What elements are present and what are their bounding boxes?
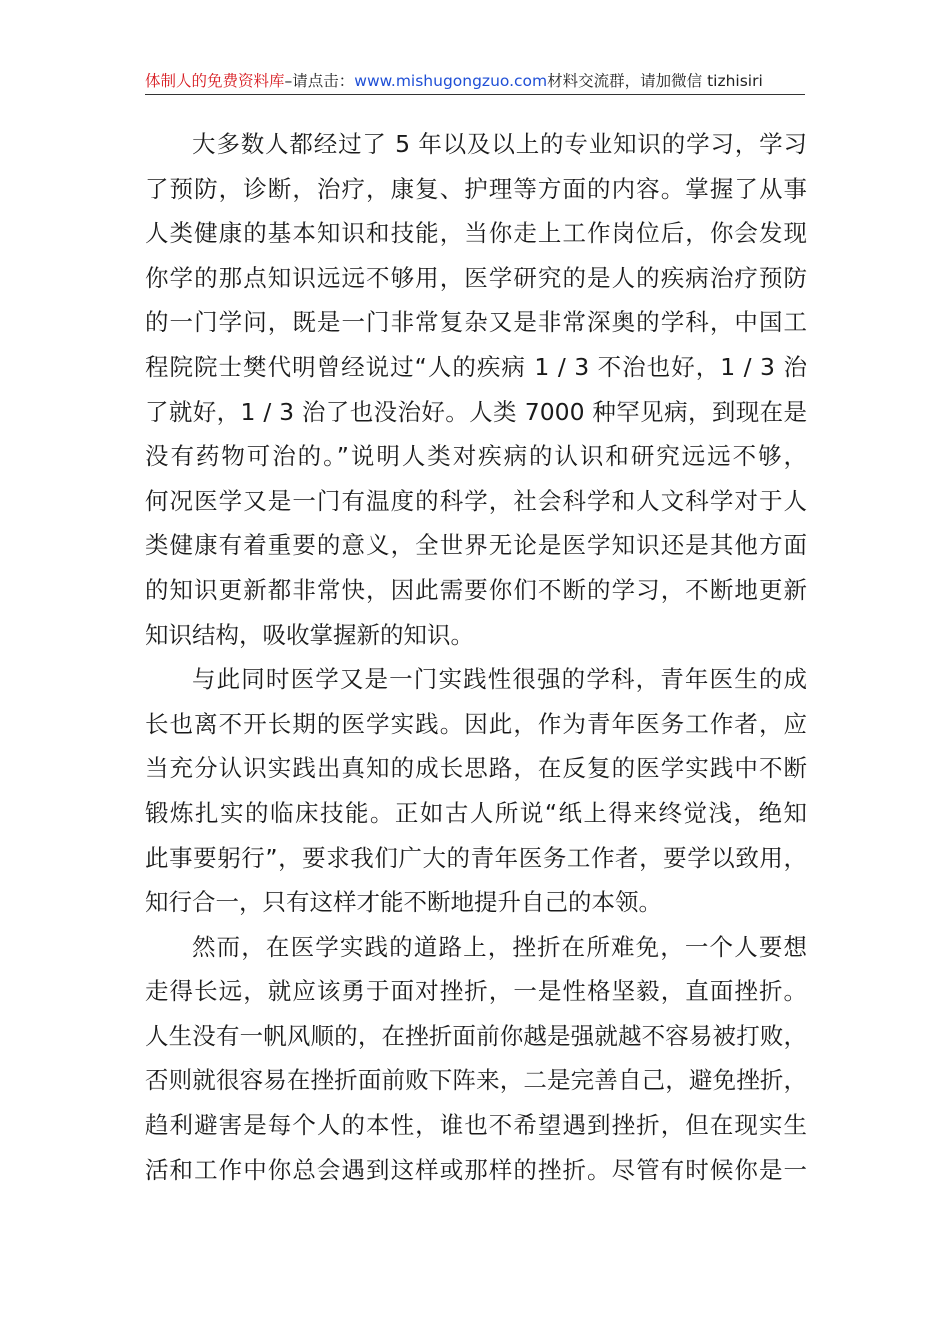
paragraph-line: 活和工作中你总会遇到这样或那样的挫折。尽管有时候你是一 <box>145 1155 807 1184</box>
paragraph-line: 走得长远，就应该勇于面对挫折，一是性格坚毅，直面挫折。 <box>145 977 807 1006</box>
paragraph-line: 人类健康的基本知识和技能，当你走上工作岗位后，你会发现 <box>145 219 807 248</box>
paragraph-line: 的一门学问，既是一门非常复杂又是非常深奥的学科，中国工 <box>145 308 807 337</box>
paragraph-line: 当充分认识实践出真知的成长思路，在反复的医学实践中不断 <box>145 754 807 783</box>
paragraph-line: 然而，在医学实践的道路上，挫折在所难免，一个人要想 <box>192 932 807 961</box>
paragraph-line: 类健康有着重要的意义，全世界无论是医学知识还是其他方面 <box>145 531 807 560</box>
paragraph-line: 长也离不开长期的医学实践。因此，作为青年医务工作者，应 <box>145 709 807 738</box>
paragraph-line: 否则就很容易在挫折面前败下阵来，二是完善自己，避免挫折， <box>145 1066 807 1095</box>
header-suffix: 材料交流群，请加微信 tizhisiri <box>547 72 763 90</box>
paragraph-line: 你学的那点知识远远不够用，医学研究的是人的疾病治疗预防 <box>145 263 807 292</box>
paragraph-line: 大多数人都经过了 5 年以及以上的专业知识的学习，学习 <box>192 130 807 158</box>
header-brand: 体制人的免费资料库 <box>145 72 285 90</box>
paragraph-line: 知识结构，吸收掌握新的知识。 <box>145 620 474 649</box>
paragraph-line: 了就好，1 / 3 治了也没治好。人类 7000 种罕见病，到现在是 <box>145 397 807 426</box>
paragraph-line: 此事要躬行”，要求我们广大的青年医务工作者，要学以致用， <box>145 843 807 872</box>
paragraph-line: 知行合一，只有这样才能不断地提升自己的本领。 <box>145 888 662 917</box>
header-url-link[interactable]: www.mishugongzuo.com <box>354 72 548 90</box>
paragraph-line: 的知识更新都非常快，因此需要你们不断的学习，不断地更新 <box>145 575 807 604</box>
paragraph-line: 趋利避害是每个人的本性，谁也不希望遇到挫折，但在现实生 <box>145 1111 807 1140</box>
paragraph-2 <box>145 657 807 925</box>
header-click-prefix: –请点击： <box>284 72 355 90</box>
paragraph-3 <box>145 925 807 1193</box>
page-header <box>145 68 805 95</box>
paragraph-line: 了预防，诊断，治疗，康复、护理等方面的内容。掌握了从事 <box>145 174 807 203</box>
paragraph-line: 人生没有一帆风顺的，在挫折面前你越是强就越不容易被打败， <box>145 1021 807 1050</box>
paragraph-line: 与此同时医学又是一门实践性很强的学科，青年医生的成 <box>192 665 807 694</box>
paragraph-line: 程院院士樊代明曾经说过“人的疾病 1 / 3 不治也好，1 / 3 治 <box>145 352 807 381</box>
document-body <box>145 122 807 1192</box>
paragraph-1 <box>145 122 807 657</box>
paragraph-line: 没有药物可治的。”说明人类对疾病的认识和研究远远不够， <box>145 442 807 471</box>
paragraph-line: 锻炼扎实的临床技能。正如古人所说“纸上得来终觉浅，绝知 <box>145 798 807 827</box>
paragraph-line: 何况医学又是一门有温度的科学，社会科学和人文科学对于人 <box>145 486 807 515</box>
